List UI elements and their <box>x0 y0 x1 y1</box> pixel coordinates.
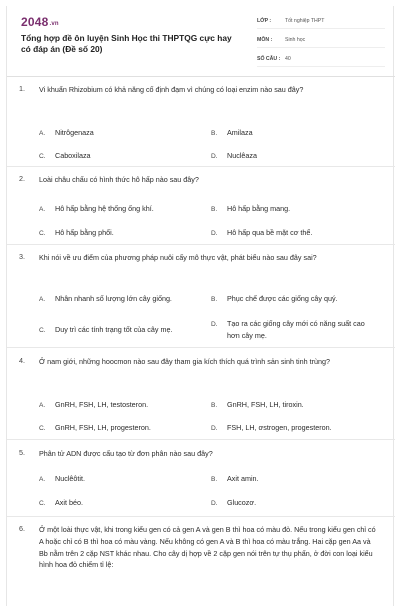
option-letter: C. <box>39 230 46 237</box>
option-letter: A. <box>39 206 46 213</box>
meta-value: 40 <box>285 56 291 62</box>
option-text: Tạo ra các giống cây mới có năng suất cao hơn cây mẹ. <box>227 319 365 340</box>
question-divider <box>7 347 395 348</box>
option-a[interactable] <box>39 127 94 140</box>
option-text: Hô hấp bằng hệ thống ống khí. <box>55 204 154 213</box>
option-letter: A. <box>39 130 46 137</box>
option-d[interactable] <box>211 150 257 163</box>
option-letter: D. <box>211 153 218 160</box>
option-a[interactable] <box>39 293 172 306</box>
option-letter: D. <box>211 321 218 328</box>
meta-row-subject <box>257 33 385 48</box>
question-number: 1. <box>19 84 25 93</box>
option-c[interactable] <box>39 227 114 240</box>
option-text: Amilaza <box>227 128 253 137</box>
option-letter: B. <box>211 402 218 409</box>
option-text: Hô hấp bằng phổi. <box>55 228 114 237</box>
meta-value: Tốt nghiệp THPT <box>285 18 325 24</box>
option-c[interactable] <box>39 422 151 435</box>
option-text: Phục chế được các giống cây quý. <box>227 294 338 303</box>
option-c[interactable] <box>39 324 172 337</box>
question-divider <box>7 516 395 517</box>
option-letter: A. <box>39 402 46 409</box>
question-divider <box>7 166 395 167</box>
option-b[interactable] <box>211 473 259 486</box>
meta-key: LỚP : <box>257 18 272 24</box>
option-text: Glucozơ. <box>227 498 257 507</box>
option-letter: B. <box>211 206 218 213</box>
question-number: 2. <box>19 174 25 183</box>
document-header <box>7 6 395 68</box>
question-text: Ở một loài thực vật, khi trong kiểu gen có cả gen A và gen B thì hoa có màu đỏ. Nếu trong kiểu gen chỉ có A hoặc chỉ có B thì hoa có màu vàng. Nếu không có gen A và B thì hoa có màu trắng. Hai cặp gen Aa và Bb nằm trên 2 cặp NST khác nhau. Cho cây dị hợp về 2 cặp gen nói trên tự thụ phấn, ở đời con loại kiểu hình hoa đỏ chiếm tỉ lệ: <box>39 525 376 570</box>
meta-key: SỐ CÂU : <box>257 56 281 62</box>
option-letter: D. <box>211 500 218 507</box>
meta-key: MÔN : <box>257 37 273 43</box>
question-text: Vi khuẩn Rhizobium có khả năng cố định đạm vì chúng có loại enzim nào sau đây? <box>39 85 304 94</box>
option-text: Duy trì các tính trạng tốt của cây mẹ. <box>55 325 173 334</box>
question-divider <box>7 439 395 440</box>
option-c[interactable] <box>39 497 83 510</box>
option-a[interactable] <box>39 203 154 216</box>
option-letter: C. <box>39 153 46 160</box>
option-d[interactable] <box>211 227 312 240</box>
option-letter: C. <box>39 425 46 432</box>
question-number: 3. <box>19 252 25 261</box>
option-text: Nhân nhanh số lượng lớn cây giống. <box>55 294 172 303</box>
option-b[interactable] <box>211 293 338 306</box>
option-text: Nuclêôtit. <box>55 474 85 483</box>
option-letter: D. <box>211 425 218 432</box>
site-logo[interactable] <box>21 15 59 29</box>
option-text: Nitrôgenaza <box>55 128 94 137</box>
option-letter: B. <box>211 296 218 303</box>
option-letter: C. <box>39 327 46 334</box>
option-text: GnRH, FSH, LH, tiroxin. <box>227 400 304 409</box>
option-letter: D. <box>211 230 218 237</box>
option-text: Axit béo. <box>55 498 83 507</box>
option-text: GnRH, FSH, LH, testosteron. <box>55 400 149 409</box>
meta-row-class <box>257 14 385 29</box>
option-d[interactable] <box>211 497 256 510</box>
option-b[interactable] <box>211 399 304 412</box>
option-a[interactable] <box>39 473 85 486</box>
question-number: 6. <box>19 524 25 533</box>
logo-suffix: .vn <box>49 21 59 27</box>
option-text: Nuclêaza <box>227 151 257 160</box>
question-text: Khi nói về ưu điểm của phương pháp nuôi cấy mô thực vật, phát biểu nào sau đây sai? <box>39 253 317 262</box>
question-divider <box>7 244 395 245</box>
option-text: FSH, LH, ơstrogen, progesteron. <box>227 423 332 432</box>
option-b[interactable] <box>211 203 290 216</box>
option-letter: A. <box>39 476 46 483</box>
option-d[interactable] <box>211 318 377 342</box>
meta-value: Sinh học <box>285 37 306 43</box>
document-title: Tổng hợp đề ôn luyện Sinh Học thi THPTQG cực hay có đáp án (Đề số 20) <box>21 33 232 54</box>
option-letter: B. <box>211 476 218 483</box>
question-number: 5. <box>19 448 25 457</box>
header-divider <box>7 76 395 77</box>
document-page <box>6 6 394 606</box>
option-text: Hô hấp bằng mang. <box>227 204 291 213</box>
option-b[interactable] <box>211 127 253 140</box>
option-text: GnRH, FSH, LH, progesteron. <box>55 423 151 432</box>
logo-text: 2048 <box>21 15 49 29</box>
option-c[interactable] <box>39 150 91 163</box>
option-letter: A. <box>39 296 46 303</box>
option-text: Hô hấp qua bề mặt cơ thể. <box>227 228 313 237</box>
option-text: Axit amin. <box>227 474 259 483</box>
question-text: Phân tử ADN được cấu tạo từ đơn phân nào sau đây? <box>39 449 213 458</box>
option-text: Caboxilaza <box>55 151 91 160</box>
document-meta <box>257 14 385 71</box>
option-letter: C. <box>39 500 46 507</box>
option-d[interactable] <box>211 422 332 435</box>
question-text: Ở nam giới, những hoocmon nào sau đây tham gia kích thích quá trình sản sinh tinh trùng? <box>39 357 330 366</box>
meta-row-count <box>257 52 385 67</box>
option-a[interactable] <box>39 399 148 412</box>
question-number: 4. <box>19 356 25 365</box>
question-text: Loài châu chấu có hình thức hô hấp nào sau đây? <box>39 175 199 184</box>
option-letter: B. <box>211 130 218 137</box>
